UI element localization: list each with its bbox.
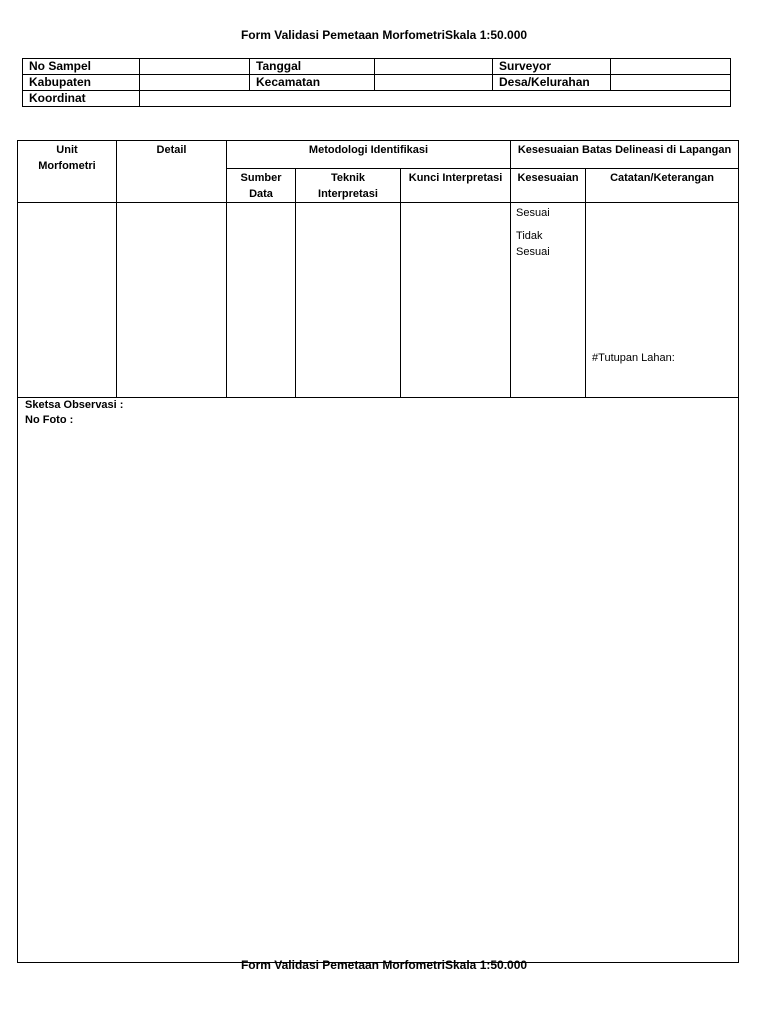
table-body-row xyxy=(18,203,739,398)
no-sampel-field[interactable] xyxy=(140,59,250,75)
option-sesuai[interactable]: Sesuai xyxy=(516,207,550,219)
koordinat-label: Koordinat xyxy=(23,91,140,107)
tanggal-field[interactable] xyxy=(375,59,493,75)
info-row xyxy=(23,75,731,91)
catatan-keterangan-cell[interactable] xyxy=(586,203,739,398)
table-header-row xyxy=(18,141,739,169)
tutupan-lahan-label: #Tutupan Lahan: xyxy=(592,352,675,364)
desa-kelurahan-field[interactable] xyxy=(611,75,731,91)
sumber-data-cell[interactable] xyxy=(227,203,296,398)
kesesuaian-header: Kesesuaian xyxy=(511,169,586,203)
desa-kelurahan-label: Desa/Kelurahan xyxy=(493,75,611,91)
no-foto-label: No Foto : xyxy=(25,414,74,426)
no-sampel-label: No Sampel xyxy=(23,59,140,75)
kecamatan-field[interactable] xyxy=(375,75,493,91)
option-tidak-sesuai[interactable]: Sesuai xyxy=(516,246,550,258)
sketsa-observasi-label: Sketsa Observasi : xyxy=(25,399,124,411)
kunci-interpretasi-cell[interactable] xyxy=(401,203,511,398)
detail-header: Detail xyxy=(117,141,227,203)
unit-morfometri-cell[interactable] xyxy=(18,203,117,398)
detail-cell[interactable] xyxy=(117,203,227,398)
catatan-keterangan-header: Catatan/Keterangan xyxy=(586,169,739,203)
metodologi-header: Metodologi Identifikasi xyxy=(227,141,511,169)
info-row xyxy=(23,91,731,107)
sumber-data-header: Sumber Data xyxy=(227,169,296,203)
footer-title: Form Validasi Pemetaan MorfometriSkala 1:50.000 xyxy=(240,958,528,972)
koordinat-field[interactable] xyxy=(140,91,731,107)
surveyor-label: Surveyor xyxy=(493,59,611,75)
kecamatan-label: Kecamatan xyxy=(250,75,375,91)
kesesuaian-cell[interactable] xyxy=(511,203,586,398)
surveyor-field[interactable] xyxy=(611,59,731,75)
kabupaten-label: Kabupaten xyxy=(23,75,140,91)
teknik-interpretasi-header: Teknik Interpretasi xyxy=(296,169,401,203)
sketch-row xyxy=(18,398,739,963)
tanggal-label: Tanggal xyxy=(250,59,375,75)
sketsa-observasi-area[interactable] xyxy=(18,398,739,963)
form-title: Form Validasi Pemetaan MorfometriSkala 1:50.000 xyxy=(240,28,528,42)
option-tidak[interactable]: Tidak xyxy=(516,230,543,242)
validation-table xyxy=(17,140,739,963)
kunci-interpretasi-header: Kunci Interpretasi xyxy=(401,169,511,203)
kabupaten-field[interactable] xyxy=(140,75,250,91)
unit-morfometri-header: Unit Morfometri xyxy=(18,141,117,203)
teknik-interpretasi-cell[interactable] xyxy=(296,203,401,398)
info-row xyxy=(23,59,731,75)
kesesuaian-batas-header: Kesesuaian Batas Delineasi di Lapangan xyxy=(511,141,739,169)
header-info-table xyxy=(22,58,731,107)
